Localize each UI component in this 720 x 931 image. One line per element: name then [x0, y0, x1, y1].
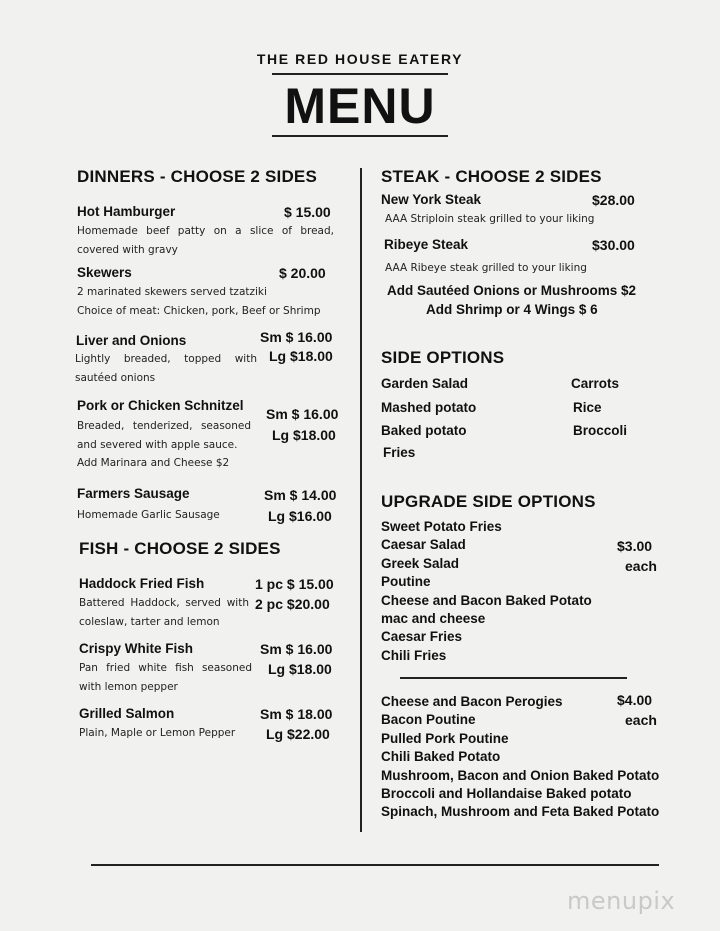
item-price-small: Sm $ 14.00	[264, 487, 337, 503]
upgrade-option: Pulled Pork Poutine	[381, 730, 509, 746]
item-name: Crispy White Fish	[79, 641, 194, 656]
item-price: $30.00	[592, 237, 635, 253]
item-price-large: Lg $18.00	[268, 661, 332, 677]
upgrade-each: each	[625, 712, 657, 728]
item-description: Choice of meat: Chicken, pork, Beef or Shrimp	[77, 305, 321, 317]
upgrade-option: Broccoli and Hollandaise Baked potato	[381, 786, 632, 802]
item-price-small: Sm $ 16.00	[260, 641, 333, 657]
upgrade-list-4	[381, 693, 659, 822]
item-description: Homemade beef patty on a slice of bread, covered with gravy	[77, 225, 334, 256]
upgrade-option: Mushroom, Bacon and Onion Baked Potato	[381, 767, 660, 783]
item-description: Pan fried white fish seasoned with lemon pepper	[79, 662, 252, 693]
item-name: Grilled Salmon	[79, 706, 175, 721]
item-price-large: Lg $18.00	[272, 427, 336, 443]
item-price: $ 15.00	[284, 204, 331, 220]
upgrade-option: Sweet Potato Fries	[381, 519, 502, 534]
item-description: Lightly breaded, topped with sautéed onions	[75, 353, 257, 384]
steak-section-title: STEAK - CHOOSE 2 SIDES	[381, 167, 602, 186]
item-price-large: Lg $16.00	[268, 508, 332, 524]
upgrade-option: Cheese and Bacon Baked Potato	[381, 592, 592, 608]
side-option: Rice	[573, 400, 602, 415]
menu-title: MENU	[284, 78, 436, 134]
steak-addon: Add Shrimp or 4 Wings $ 6	[426, 302, 598, 317]
item-description: Plain, Maple or Lemon Pepper	[79, 727, 236, 739]
upgrade-divider	[400, 677, 627, 679]
item-name: Hot Hamburger	[77, 204, 176, 219]
steak-addon: Add Sautéed Onions or Mushrooms $2	[387, 283, 637, 298]
item-description: 2 marinated skewers served tzatziki	[77, 286, 267, 298]
upgrade-price: $4.00	[617, 692, 653, 708]
item-price-small: Sm $ 16.00	[260, 329, 333, 345]
item-description: Breaded, tenderized, seasoned and severed with apple sauce.	[77, 420, 251, 451]
item-name: Liver and Onions	[76, 333, 187, 348]
item-description: Homemade Garlic Sausage	[77, 509, 220, 521]
upgrade-option: Caesar Fries	[381, 629, 463, 645]
fish-section-title: FISH - CHOOSE 2 SIDES	[79, 539, 281, 558]
item-description: AAA Striploin steak grilled to your liking	[385, 213, 595, 225]
upgrade-option: Greek Salad	[381, 555, 460, 571]
item-price-small: Sm $ 18.00	[260, 706, 333, 722]
side-option: Broccoli	[573, 423, 628, 438]
item-addon: Add Marinara and Cheese $2	[77, 457, 230, 469]
upgrade-option: Cheese and Bacon Perogies	[381, 694, 563, 709]
upgrade-option: Chili Baked Potato	[381, 749, 501, 765]
item-name: New York Steak	[381, 192, 482, 207]
column-divider	[360, 168, 362, 832]
item-price: $28.00	[592, 192, 635, 208]
side-option: Mashed potato	[381, 400, 477, 415]
item-name: Ribeye Steak	[384, 237, 469, 252]
item-description: AAA Ribeye steak grilled to your liking	[385, 262, 587, 274]
upgrade-option: Chili Fries	[381, 647, 447, 663]
item-name: Skewers	[77, 265, 132, 280]
item-price-small: 1 pc $ 15.00	[255, 576, 334, 592]
item-name: Haddock Fried Fish	[79, 576, 205, 591]
watermark: menupix	[567, 887, 676, 915]
side-option: Garden Salad	[381, 376, 469, 391]
upgrade-section-title: UPGRADE SIDE OPTIONS	[381, 492, 596, 511]
restaurant-name: THE RED HOUSE EATERY	[256, 51, 464, 67]
side-option: Carrots	[571, 376, 620, 391]
item-name: Farmers Sausage	[77, 486, 190, 501]
item-description: Battered Haddock, served with coleslaw, tarter and lemon	[79, 597, 249, 628]
footer-rule	[91, 864, 659, 866]
upgrade-option: Bacon Poutine	[381, 712, 476, 728]
side-options-title: SIDE OPTIONS	[381, 348, 505, 367]
item-name: Pork or Chicken Schnitzel	[77, 398, 244, 413]
upgrade-option: Spinach, Mushroom and Feta Baked Potato	[381, 804, 660, 820]
side-option: Baked potato	[381, 423, 467, 438]
item-price-small: Sm $ 16.00	[266, 406, 339, 422]
dinners-section-title: DINNERS - CHOOSE 2 SIDES	[77, 167, 318, 186]
item-price: $ 20.00	[279, 265, 326, 281]
upgrade-option: mac and cheese	[381, 611, 486, 627]
item-price-large: 2 pc $20.00	[255, 596, 330, 612]
item-price-large: Lg $22.00	[266, 726, 330, 742]
upgrade-option: Poutine	[381, 574, 431, 590]
header-rule-top	[272, 73, 448, 75]
upgrade-each: each	[625, 558, 657, 574]
side-option: Fries	[383, 445, 416, 460]
upgrade-price: $3.00	[617, 538, 653, 554]
upgrade-option: Caesar Salad	[381, 537, 466, 553]
header-rule-bottom	[272, 135, 448, 137]
upgrade-list-3	[381, 518, 592, 665]
item-price-large: Lg $18.00	[269, 348, 333, 364]
